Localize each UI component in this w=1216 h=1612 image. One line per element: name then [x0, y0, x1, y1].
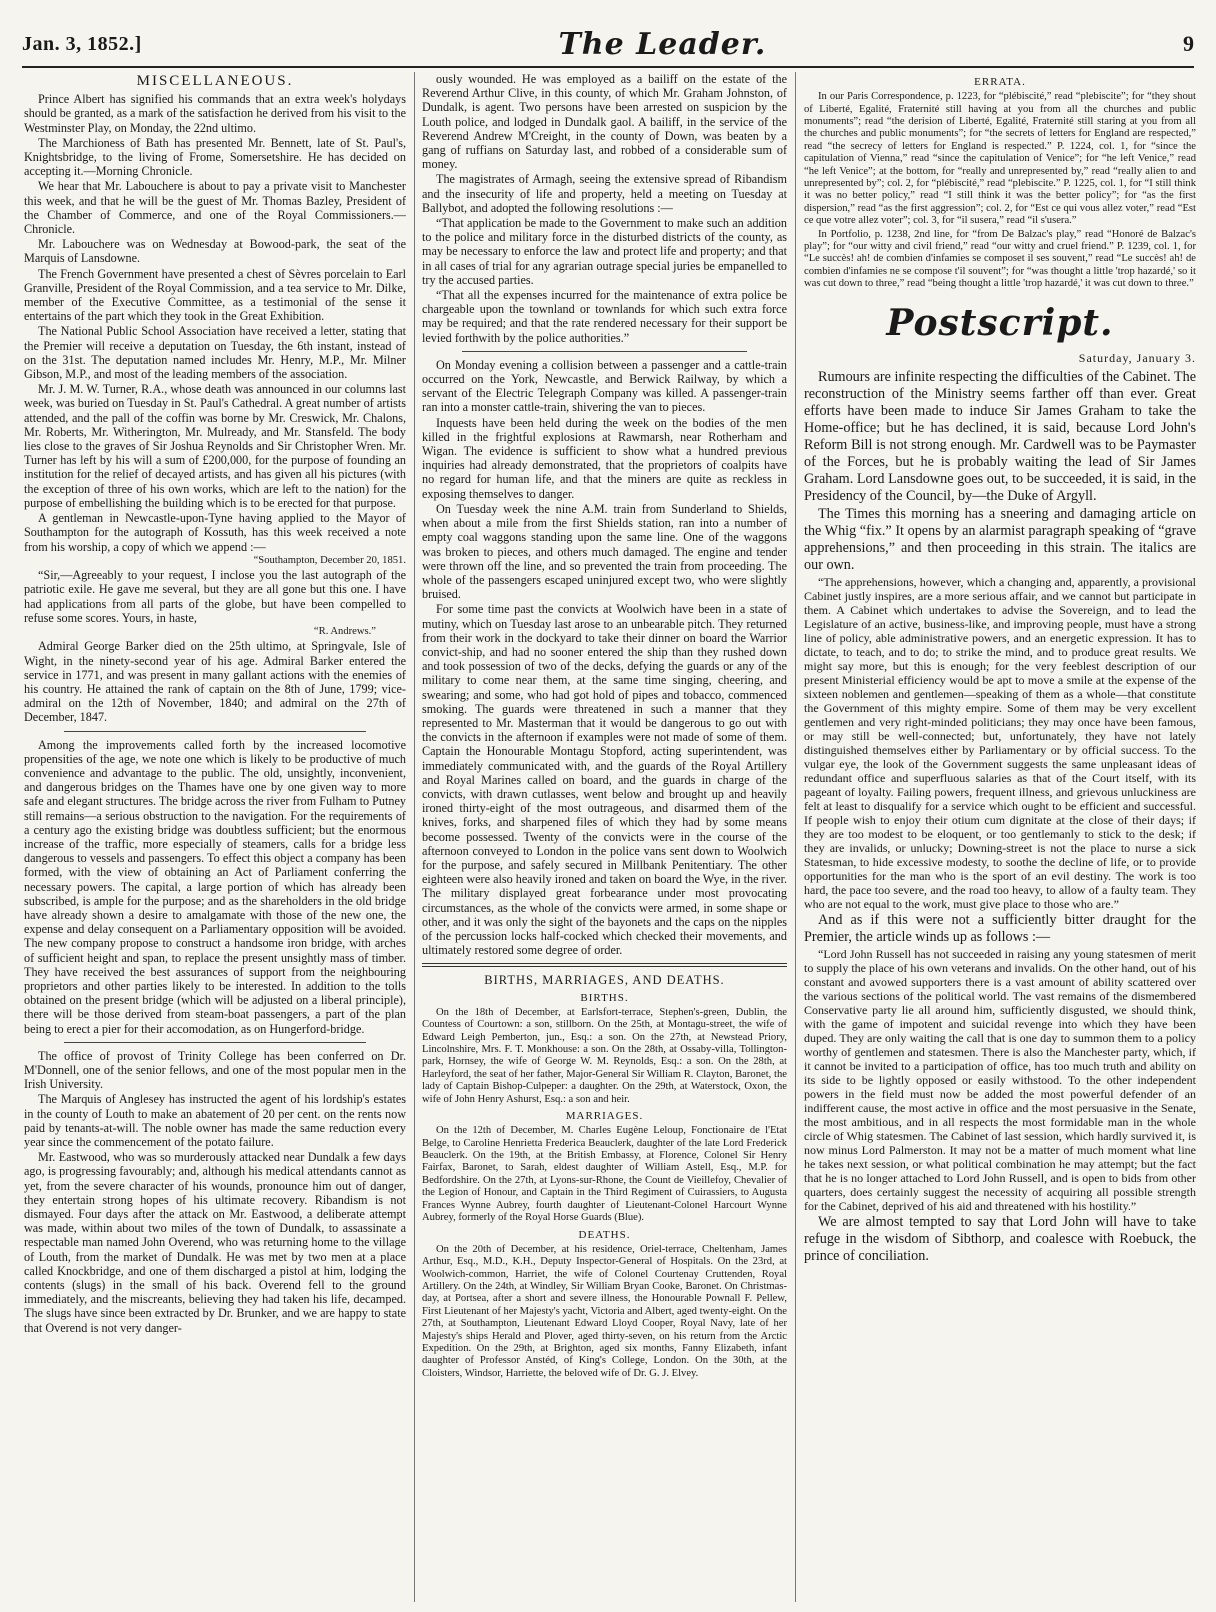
- marriages-list: On the 12th of December, M. Charles Eugène Leloup, Fonctionaire de l'Etat Belge, to Caroline Henrietta Frederica Beauclerk, daughter of the late Lord Frederick Beauclerk. On the 19th, at the British Embassy, at Florence, Colonel Sir Henry Fairfax, Baronet, to Sarah, eldest daughter of William Astell, Esq., M.P. for Bedfordshire. On the 27th, at Lyons-sur-Rhone, the Count de Vieillefoy, Chevalier of the Legion of Honour, and Captain in the Third Regiment of Cuirassiers, to Augusta Frances Wynne Aubrey, fourth daughter of Lieutenant-Colonel Harcourt Wynne Aubrey, formerly of the Royal Horse Guards (Blue).: [422, 1125, 787, 1224]
- article-paragraph: A gentleman in Newcastle-upon-Tyne having applied to the Mayor of Southampton for the autograph of Kossuth, has this week received a note from his worship, a copy of which we append :—: [24, 511, 406, 554]
- article-paragraph: The Marchioness of Bath has presented Mr. Bennett, late of St. Paul's, Knightsbridge, to the living of Frome, Somersetshire. He has decided on accepting it.—Morning Chronicle.: [24, 135, 406, 179]
- page-number: 9: [1183, 31, 1194, 56]
- postscript-paragraph: We are almost tempted to say that Lord John will have to take refuge in the wisdom of Sibthorp, and coalesce with Roebuck, the prince of conciliation.: [804, 1213, 1196, 1264]
- divider: [462, 351, 747, 352]
- article-paragraph: Admiral George Barker died on the 25th ultimo, at Springvale, Isle of Wight, in the ninety-second year of his age. Admiral Barker entered the service in 1771, and was present in many gallant actions with the enemies of his country. He attained the rank of captain on the 8th of June, 1799; vice-admiral on the 12th of November, 1840; and admiral on the 27th of December, 1847.: [24, 639, 406, 725]
- letter-body: “Sir,—Agreeably to your request, I inclose you the last autograph of the patriotic exile. He gave me several, but they are all gone but this one. I have had applications from all parts of the globe, but have been compelled to refuse some scores. Yours, in haste,: [24, 568, 406, 625]
- postscript-dateline: Saturday, January 3.: [1078, 350, 1196, 365]
- column-divider: [414, 72, 415, 1602]
- article-paragraph: Mr. Labouchere was on Wednesday at Bowood-park, the seat of the Marquis of Lansdowne.: [24, 237, 406, 266]
- article-paragraph: Inquests have been held during the week on the bodies of the men killed in the frightful explosions at Rawmarsh, near Rotherham and Wigan. The evidence is sufficient to show what a hundred previous inquiries had already demonstrated, that the proprietors of coalpits have no regard for human life, and that the miners are quite as reckless in exposing themselves to danger.: [422, 415, 787, 501]
- article-paragraph: Prince Albert has signified his commands that an extra week's holydays should be granted, as a mark of the satisfaction he derived from his visit to the Westminster Play, on Monday, the 22nd ultimo.: [24, 92, 406, 135]
- newspaper-title: The Leader.: [558, 26, 767, 62]
- divider: [64, 731, 366, 732]
- letter-date: “Southampton, December 20, 1851.: [253, 554, 406, 566]
- section-heading-miscellaneous: MISCELLANEOUS.: [136, 73, 294, 89]
- column-3: [804, 72, 1196, 1602]
- errata-heading: ERRATA.: [974, 76, 1026, 88]
- errata-text: In our Paris Correspondence, p. 1223, for “plébiscité,” read “plebiscite”; for “they shout of Liberté, Egalité, Fraternité still having at you from all the churches and public monuments”; read “the derision of Liberté, Egalité, Fraternité still staring at you from all the churches and public monuments”; for “the secrets of letters for England are respected,” read “the secrecy of letters for England is respected.” P. 1224, col. 1, for “since the capitulation of Vienna,” read “since the capitulation of Venice”; for “he left Venice,” read “he left Venice”; at the bottom, for “really and unrepresented by,” read “really alien to and unrepresented by”; col. 2, for “plébiscité,” read “plebiscite.” P. 1225, col. 1, for “I still think it was no better policy,” read “I still think it was the better policy”; for “as the first dispersion,” read “as the first aggression”; col. 2, for “Est ce qui vous allez voter,” read “Est ce que votre allez voter”; col. 3, for “il susera,” read “il s'usera.”: [804, 91, 1196, 227]
- article-paragraph: The National Public School Association have received a letter, stating that the Premier will receive a deputation on Tuesday, the 6th instant, instead of on the 31st. The deputation named includes Mr. Henry, M.P., Mr. Milner Gibson, M.P., and most of the leading members of the association.: [24, 324, 406, 382]
- article-paragraph: ously wounded. He was employed as a bailiff on the estate of the Reverend Arthur Clive, in this county, of which Mr. Graham Johnston, of Dundalk, is agent. Two persons have been arrested on suspicion by the Louth police, and lodged in Dundalk gaol. A bailiff, in the service of the Reverend Andrew M'Creight, in the county of Down, was beaten by a gang of ruffians on Saturday last, and robbed of a considerable sum of money.: [422, 72, 787, 172]
- article-paragraph: For some time past the convicts at Woolwich have been in a state of mutiny, which on Tuesday last arose to an unbearable pitch. They returned from their work in the dockyard to take their dinner on board the Warrior convict-ship, and had no sooner entered the ship than they rushed down and took possession of two of the decks, defying the guards or any of the military to come near them, at the same time singing, cheering, and swearing; and some, who had got hold of pipes and tobacco, commenced smoking. The guards were threatened in such a manner that they represented to Mr. Masterman that it would be dangerous to go out with the convicts in the afternoon if examples were not made of some of them. Captain the Honourable Montagu Stopford, acting superintendent, was immediately communicated with, and the guards of the Royal Artillery and Royal Marines called on board, and the guards in charge of the convicts, with drawn cutlasses, went below and brought up and heavily ironed thirty-eight of the most outrageous, and disarmed them of the knives, forks, and sharpened files of which they had by some means become possessed. Twenty of the convicts were in the course of the afternoon conveyed to London in the police vans sent down to Woolwich for the purpose, and safely secured in Millbank Penitentiary. The other eighteen were also heavily ironed and taken on board the Wye, in the river. The military displayed great forbearance under most provocating circumstances, as the whole of the convicts were armed, in some shape or other, and it was only the sight of the bayonets and the caps on the nipples of the percussion locks half-cocked which checked their movements, and ultimately restored some degree of order.: [422, 602, 787, 958]
- letter-signature: “R. Andrews.”: [313, 625, 376, 637]
- article-paragraph: On Tuesday week the nine A.M. train from Sunderland to Shields, when about a mile from the first Shields station, ran into a number of empty coal waggons standing upon the same line. One of the waggons was broken to pieces, and others much damaged. The engine and tender were thrown off the line, and so prevented the train from proceeding. The whole of the passengers escaped uninjured except two, who were slightly bruised.: [422, 501, 787, 602]
- article-paragraph: Among the improvements called forth by the increased locomotive propensities of the age, we note one which is likely to be productive of much convenience and advantage to the public. The old, unsightly, inconvenient, and dangerous bridges on the Thames have one by one given way to more safe and elegant structures. The bridge across the river from Fulham to Putney still remains—a serious obstruction to the navigation. For the requirements of a century ago the existing bridge was doubtless sufficient; but the enormous increase of the traffic, more especially of steamers, calls for a bridge less dangerous to vessels and passengers. To effect this object a company has been formed, with the view of obtaining an Act of Parliament conferring the necessary powers. The capital, a large portion of which has already been subscribed, is ample for the purpose; and as the shareholders in the old bridge have already shown a desire to amalgamate with those of the new one, the expense and delay consequent on a Parliamentary opposition will be avoided. The new company propose to construct a handsome iron bridge, with arches of sufficient height and span, to replace the present unsightly mass of timber. They have received the best assurances of support from the neighbouring proprietors and other parties likely to be interested. In addition to the tolls obtained on the present bridge (which will be adjusted on a liberal principle), there will be those derived from steam-boat passengers, a part of the plan being to erect a pier for their accomodation, as on Hungerford-bridge.: [24, 737, 406, 1036]
- masthead: [22, 22, 1194, 68]
- marriages-heading: MARRIAGES.: [565, 1110, 644, 1123]
- article-paragraph: The Marquis of Anglesey has instructed the agent of his lordship's estates in the county of Louth to make an abatement of 20 per cent. on the rents now paid by tenants-at-will. The noble owner has made the same reduction every year since the commencement of the potato failure.: [24, 1092, 406, 1150]
- postscript-heading: Postscript.: [886, 301, 1114, 344]
- postscript-paragraph: The Times this morning has a sneering and damaging article on the Whig “fix.” It opens by an alarmist paragraph speaking of “grave apprehensions,” and then proceeding in this strain. The italics are our own.: [804, 505, 1196, 573]
- issue-date: Jan. 3, 1852.]: [22, 32, 142, 55]
- article-paragraph: The office of provost of Trinity College has been conferred on Dr. M'Donnell, one of the senior fellows, and one of the most popular men in the Irish University.: [24, 1048, 406, 1092]
- resolution-quote: “That application be made to the Government to make such an addition to the police and military force in the disturbed districts of the county, as may be necessary to enforce the law and protect life and property; and that in all cases of trial for any agrarian outrage special juries be empanelled to try the accused parties.: [422, 216, 787, 287]
- errata-text: In Portfolio, p. 1238, 2nd line, for “from De Balzac's play,” read “Honoré de Balzac's play”; for “our witty and civil friend,” read “our witty and cruel friend.” P. 1239, col. 1, for “Le succès! ah! de combien d'infamies se composet il ses souvent,” read “Le succès! ah! de combien d'infamies ne se compose t'il souvent”; for “was thought a little 'trop hazardé,' so it was cut down to three,” read “being thought a little 'trop hazardé,' it was cut down to three.”: [804, 228, 1196, 290]
- article-paragraph: The magistrates of Armagh, seeing the extensive spread of Ribandism and the insecurity of life and property, held a meeting on Tuesday at Ballybot, and adopted the following resolutions :—: [422, 172, 787, 215]
- divider: [422, 963, 787, 967]
- times-quote: “Lord John Russell has not succeeded in raising any young statesmen of merit to supply the place of his own veterans and invalids. On the other hand, out of his constant and avowed supporters there is a vast amount of ability scattered over the various sections of the political world. The vast remains of the dismembered Conservative party lie all around him, sufficiently disgusted, we should think, with the game of impotent and suicidal revenge into which they have been duped. They are only waiting the call that is one day to summon them to a policy worthy of gentlemen and statesmen. There is also the Manchester party, which, if it cannot be invited to a participation of office, has too much truth and ability on its side to be lightly opposed or easily withstood. To the other independent powers in the field must now be added the most powerful defender of an indifferent cause, the most active in office and the most persuasive in the Senate, the most ambitious, and in all respects the most formidable man in the whole circle of Whig statesmen. The Cabinet of last session, which hardly survived it, is now minus Lord Palmerston. It may not be a matter of much moment what line he takes next session, or what political combination he may attempt; but the fact that he is no longer attached to Lord John Russell, and is open to bids from other quarters, does certainly suggest the necessity of acquiring all possible strength for the Cabinet, deprived of his aid and threatened with his hostility.”: [804, 946, 1196, 1213]
- births-heading: BIRTHS.: [580, 991, 629, 1004]
- column-divider: [795, 72, 796, 1602]
- deaths-heading: DEATHS.: [578, 1228, 631, 1241]
- article-paragraph: Mr. J. M. W. Turner, R.A., whose death was announced in our columns last week, was buried on Tuesday in St. Paul's Cathedral. A great number of artists attended, and the pall of the coffin was borne by Mr. Creswick, Mr. Chalons, Mr. Roberts, Mr. Witherington, Mr. Mulready, and Mr. Stansfeld. The body lies close to the graves of Sir Joshua Reynolds and Sir Christopher Wren. Mr. Turner has left by his will a sum of £200,000, for the purpose of founding an institution for the relief of decayed artists, and has given all his pictures (with the exception of three of his own works, which are left to the nation) for the purpose of embellishing the building which is to be erected for that purpose.: [24, 382, 406, 510]
- article-paragraph: The French Government have presented a chest of Sèvres porcelain to Earl Granville, President of the Royal Commission, and a tea service to Mr. Dilke, member of the Executive Committee, as a testimonial of the sense it entertains of the part which they took in the Great Exhibition.: [24, 266, 406, 324]
- births-list: On the 18th of December, at Earlsfort-terrace, Stephen's-green, Dublin, the Countess of Courtown: a son, stillborn. On the 25th, at Montagu-street, the wife of Edward Leigh Pemberton, jun., Esq.: a son. On the 27th, at Newstead Priory, Lincolnshire, Mrs. F. T. Monkhouse: a son. On the 28th, at Ossaby-villa, Tollington-park, Hornsey, the wife of George W. M. Reynolds, Esq.: a son. On the 28th, at Harleyford, the seat of her father, Major-General Sir William R. Clayton, Baronet, the lady of Captain Bishop-Culpeper: a daughter. On the 29th, at Waterstock, Oxon, the wife of John Henry Ashurst, Esq.: a son and heir.: [422, 1006, 787, 1105]
- postscript-paragraph: Rumours are infinite respecting the difficulties of the Cabinet. The reconstruction of the Ministry seems farther off than ever. Great efforts have been made to induce Sir James Graham to take the Home-office; but he has declined, it is said, because Lord John's Reform Bill is not strong enough. Mr. Cardwell was to be Paymaster of the Forces, but he is probably waiting the lead of Sir James Graham. Lord Lansdowne goes out, to be succeeded, it is said, in the Presidency of the Council, by—the Duke of Argyll.: [804, 368, 1196, 504]
- resolution-quote: “That all the expenses incurred for the maintenance of extra police be chargeable upon the townland or townlands for which such extra force may be required; and that the rate rendered necessary for their support be levied forthwith by the police authorities.”: [422, 288, 787, 345]
- times-quote: “The apprehensions, however, which a changing and, apparently, a provisional Cabinet justly inspires, are a more serious affair, and we cannot but participate in them. A Cabinet which undertakes to advise the Sovereign, and to lead the Legislature of an active, business-like, and improving people, must have a strong line of policy, able administrative powers, and an energetic expression. It has to dictate, to teach, and to do; to strike the mind, and to produce great results. We might say more, but this is enough; for the very feeblest description of our present Ministerial efficiency would be apt to move a smile at the expense of the sixteen noblemen and gentlemen—speaking of them as a whole—that constitute the Government of this mighty empire. Some of them may be very excellent gentlemen and very right-minded politicians; they may once have been famous, or may still be well-connected; but, unfortunately, they have not lately distinguished themselves either by Parliamentary or by official success. To the vulgar eye, the look of the Government suggests the same unpleasant ideas of redundant office and superfluous salaries as that of the Court itself, with its pageant of loyalty. Failing powers, frequent illness, and grievous unluckiness are felt at least to disqualify for a service which ought to be efficient and successful. If people wish to enjoy their otium cum dignitate at the close of their days; if they are too modest to be eloquent, or too gentlemanly to stick to the desk; if they are invalids, or unlucky; Downing-street is not the place to nurse a sick Statesman, to hide excessive modesty, to soothe the decline of life, or to provide opportunities for the man who is the sport of an evil destiny. The work is too hard, the pace too severe, and the road too heavy, to allow of a faulty team. They who are not equal to the work, must give place to those who are.”: [804, 574, 1196, 911]
- column-2: [422, 72, 787, 1602]
- column-1: [24, 72, 406, 1602]
- article-paragraph: We hear that Mr. Labouchere is about to pay a private visit to Manchester this week, and that he will be the guest of Mr. Thomas Bazley, President of the Chamber of Commerce, and one of the Royal Commissioners.—Chronicle.: [24, 179, 406, 237]
- bmd-heading: BIRTHS, MARRIAGES, AND DEATHS.: [484, 973, 725, 988]
- postscript-paragraph: And as if this were not a sufficiently bitter draught for the Premier, the article winds up as follows :—: [804, 911, 1196, 945]
- article-paragraph: Mr. Eastwood, who was so murderously attacked near Dundalk a few days ago, is progressing favourably; and, although his medical attendants cannot as yet, from the severe character of his wounds, pronounce him out of danger, they entertain strong hopes of his ultimate recovery. Ribandism is not dismayed. Four days after the attack on Mr. Eastwood, a deliberate attempt was made, within about two miles of the town of Dundalk, to assassinate a respectable man named John Overend, who was returning home to the village of Louth, from the market of Dundalk. He was met by two men at a place called Knockbridge, and one of them discharged a pistol at him, lodging the contents (slugs) in the small of his back. Overend fell to the ground immediately, and the miscreants, believing they had taken his life, decamped. The slugs have since been extracted by Dr. Brunker, and we are happy to state that Overend is not very danger-: [24, 1150, 406, 1335]
- article-paragraph: On Monday evening a collision between a passenger and a cattle-train occurred on the York, Newcastle, and Berwick Railway, by which a servant of the Electric Telegraph Company was killed. A passenger-train ran into a monster cattle-train, shivering the van to pieces.: [422, 357, 787, 415]
- deaths-list: On the 20th of December, at his residence, Oriel-terrace, Cheltenham, James Arthur, Esq., M.D., K.H., Deputy Inspector-General of Hospitals. On the 23rd, at Woolwich-common, Harriet, the wife of Colonel Courtenay Cruttenden, Royal Artillery. On the 24th, at Windley, Sir William Bryan Cooke, Baronet. On Christmas-day, at Portsea, after a short and severe illness, the Honourable Pownall F. Pellew, First Lieutenant of her Majesty's yacht, Victoria and Albert, aged twenty-eight. On the 27th, at Southampton, Lieutenant Edward Lloyd Cooper, Royal Navy, late of her Majesty's ships Herald and Plover, aged thirty-seven, on his return from the Arctic Expedition. On the 29th, at Brighton, aged six months, Fanny Elizabeth, infant daughter of Professor Anstéd, of King's College, London. On the 30th, at the Cloisters, Windsor, Harriette, the beloved wife of Dr. G. J. Elvey.: [422, 1243, 787, 1379]
- divider: [64, 1042, 366, 1043]
